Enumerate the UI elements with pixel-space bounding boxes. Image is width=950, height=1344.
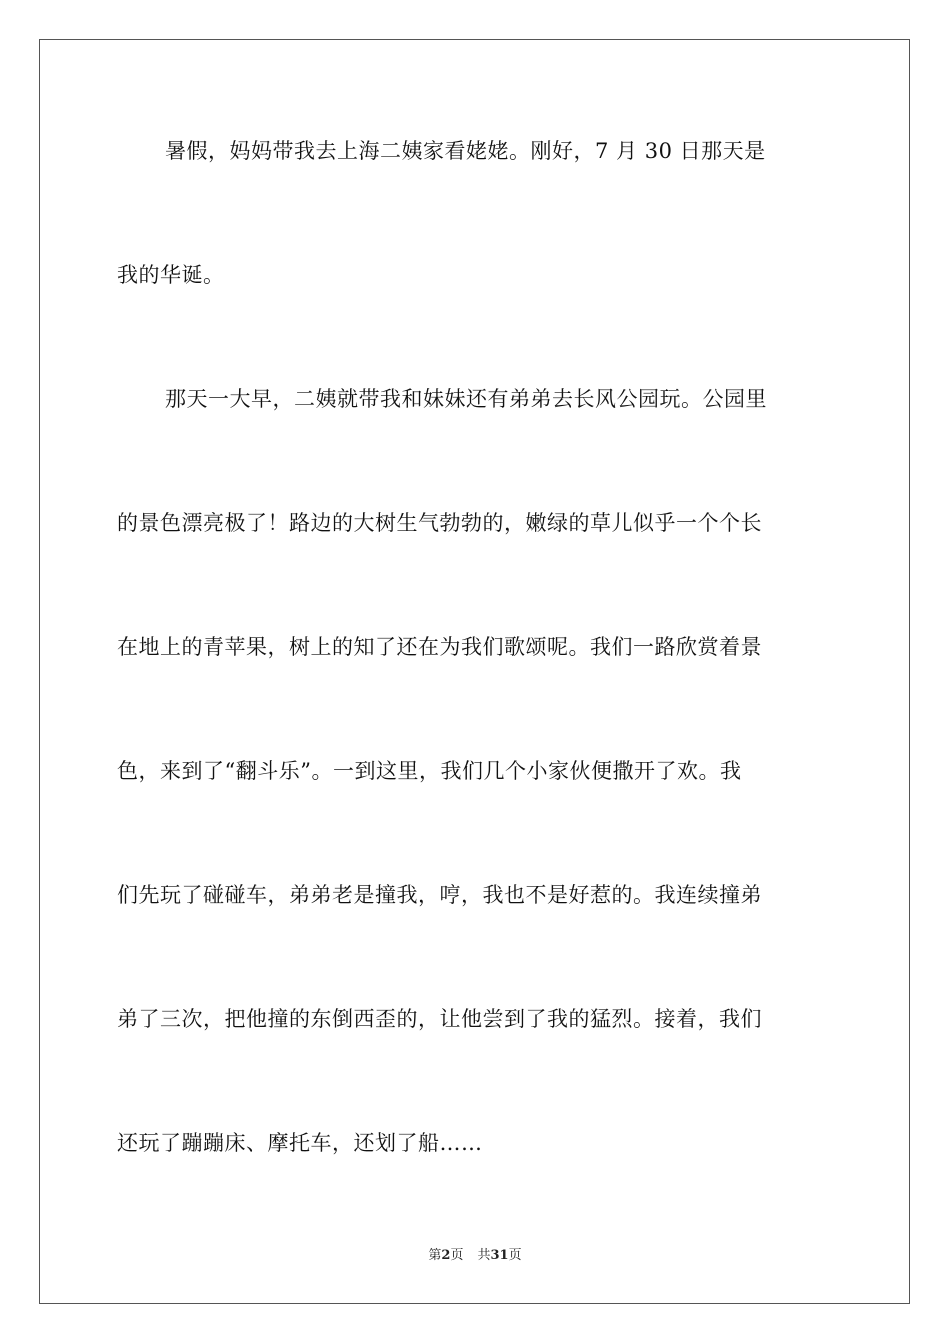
paragraph-line-9: 还玩了蹦蹦床、摩托车，还划了船…… bbox=[117, 1131, 483, 1155]
footer-total-suffix: 页 bbox=[508, 1248, 522, 1263]
page-border bbox=[39, 39, 910, 1304]
paragraph-line-7: 们先玩了碰碰车，弟弟老是撞我，哼，我也不是好惹的。我连续撞弟 bbox=[117, 883, 762, 907]
footer-page-prefix: 第 bbox=[428, 1248, 442, 1263]
footer-page-number: 2 bbox=[441, 1248, 451, 1263]
paragraph-line-6: 色，来到了“翻斗乐”。一到这里，我们几个小家伙便撒开了欢。我 bbox=[117, 759, 742, 783]
page-footer bbox=[0, 1247, 950, 1265]
footer-page-suffix: 页 bbox=[450, 1248, 464, 1263]
paragraph-line-1: 暑假，妈妈带我去上海二姨家看姥姥。刚好，7 月 30 日那天是 bbox=[165, 139, 766, 163]
footer-total-prefix: 共 bbox=[477, 1248, 491, 1263]
paragraph-line-3: 那天一大早，二姨就带我和妹妹还有弟弟去长风公园玩。公园里 bbox=[165, 387, 767, 411]
paragraph-line-2: 我的华诞。 bbox=[117, 263, 225, 287]
paragraph-line-8: 弟了三次，把他撞的东倒西歪的，让他尝到了我的猛烈。接着，我们 bbox=[117, 1007, 762, 1031]
footer-total-pages: 31 bbox=[490, 1248, 509, 1263]
paragraph-line-5: 在地上的青苹果，树上的知了还在为我们歌颂呢。我们一路欣赏着景 bbox=[117, 635, 762, 659]
paragraph-line-4: 的景色漂亮极了！路边的大树生气勃勃的，嫩绿的草儿似乎一个个长 bbox=[117, 511, 762, 535]
